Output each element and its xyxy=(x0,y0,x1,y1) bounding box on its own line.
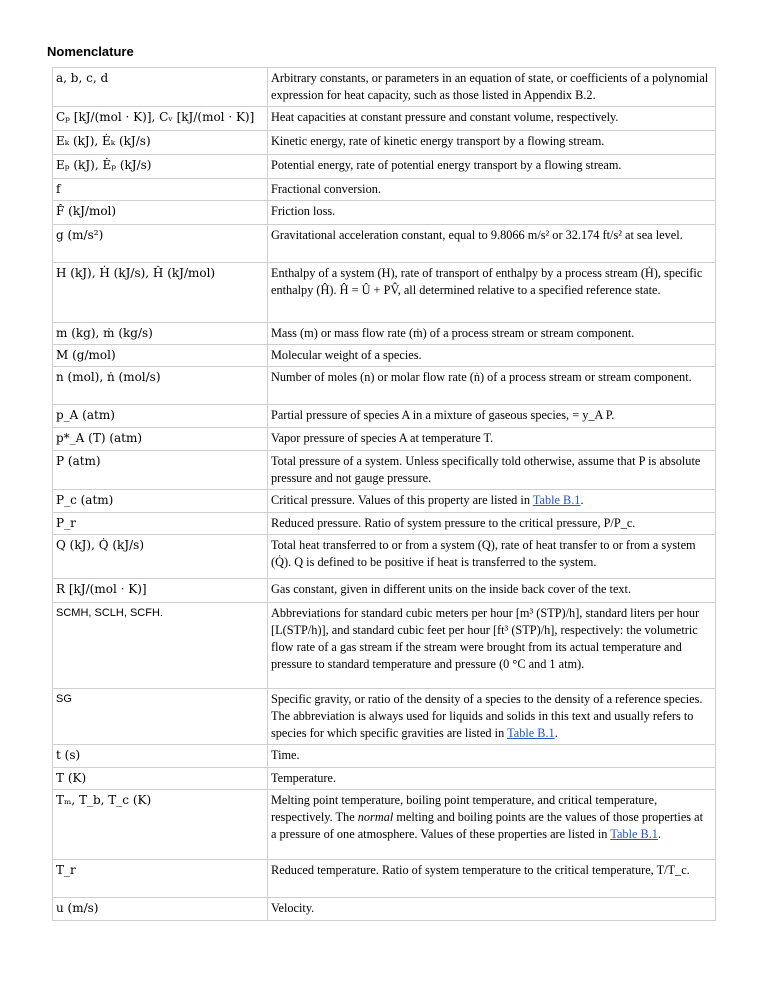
description-text: Enthalpy of a system (H), rate of transport of enthalpy by a process stream (Ḣ), specific enthalpy (Ĥ). Ĥ = Û + PV̂, all determined relative to a specified reference state. xyxy=(271,266,703,297)
description-text: Friction loss. xyxy=(271,204,336,218)
description-text: Reduced pressure. Ratio of system pressure to the critical pressure, P/P_c. xyxy=(271,516,636,530)
description-text: Temperature. xyxy=(271,771,337,785)
symbol-cell: H (kJ), Ḣ (kJ/s), Ĥ (kJ/mol) xyxy=(53,263,268,323)
description-cell xyxy=(268,451,716,490)
table-row xyxy=(53,535,716,579)
description-text: Molecular weight of a species. xyxy=(271,348,422,362)
description-cell xyxy=(268,535,716,579)
description-text: Heat capacities at constant pressure and constant volume, respectively. xyxy=(271,110,619,124)
table-row xyxy=(53,179,716,201)
symbol-cell: P (atm) xyxy=(53,451,268,490)
table-row xyxy=(53,107,716,131)
description-cell xyxy=(268,513,716,535)
symbol-cell: m (kg), ṁ (kg/s) xyxy=(53,323,268,345)
description-cell xyxy=(268,603,716,689)
description-cell xyxy=(268,107,716,131)
table-row xyxy=(53,323,716,345)
table-row xyxy=(53,405,716,428)
table-row xyxy=(53,860,716,898)
symbol-cell: P_r xyxy=(53,513,268,535)
description-cell xyxy=(268,263,716,323)
description-cell xyxy=(268,490,716,513)
description-text: Gravitational acceleration constant, equal to 9.8066 m/s² or 32.174 ft/s² at sea level. xyxy=(271,228,683,242)
table-b1-link[interactable]: Table B.1 xyxy=(507,726,555,740)
description-text: Fractional conversion. xyxy=(271,182,381,196)
table-b1-link[interactable]: Table B.1 xyxy=(610,827,658,841)
symbol-cell: SG xyxy=(53,689,268,745)
table-row xyxy=(53,579,716,603)
symbol-cell: Eₚ (kJ), Ėₚ (kJ/s) xyxy=(53,155,268,179)
description-cell xyxy=(268,790,716,860)
description-cell xyxy=(268,131,716,155)
page-title: Nomenclature xyxy=(47,44,134,59)
table-b1-link[interactable]: Table B.1 xyxy=(532,493,581,507)
table-row xyxy=(53,68,716,107)
table-row xyxy=(53,513,716,535)
symbol-cell: t (s) xyxy=(53,745,268,768)
description-text: Specific gravity, or ratio of the density of a species to the density of a reference species. The abbreviation is always used for liquids and solids in this text and usually refers to species for which specific gravities are listed in xyxy=(271,692,703,740)
symbol-cell: u (m/s) xyxy=(53,898,268,921)
description-cell xyxy=(268,179,716,201)
description-text: Potential energy, rate of potential energy transport by a flowing stream. xyxy=(271,158,622,172)
description-text: Vapor pressure of species A at temperature T. xyxy=(271,431,494,445)
description-text: Partial pressure of species A in a mixture of gaseous species, = y_A P. xyxy=(271,408,615,422)
description-text: . xyxy=(554,726,558,740)
table-row xyxy=(53,367,716,405)
description-text: Time. xyxy=(271,748,300,762)
table-row xyxy=(53,225,716,263)
table-row xyxy=(53,898,716,921)
description-cell xyxy=(268,225,716,263)
symbol-cell: T (K) xyxy=(53,768,268,790)
symbol-cell: p*_A (T) (atm) xyxy=(53,428,268,451)
description-text: Critical pressure. Values of this property are listed in xyxy=(271,493,533,507)
description-cell xyxy=(268,579,716,603)
nomenclature-table xyxy=(52,67,716,921)
description-cell xyxy=(268,860,716,898)
description-text: Melting point temperature, boiling point temperature, and critical temperature, respectively. The xyxy=(271,793,658,824)
table-row xyxy=(53,345,716,367)
description-cell xyxy=(268,898,716,921)
table-row xyxy=(53,201,716,225)
symbol-cell: a, b, c, d xyxy=(53,68,268,107)
symbol-cell: Q (kJ), Q̇ (kJ/s) xyxy=(53,535,268,579)
description-cell xyxy=(268,405,716,428)
description-text: Total heat transferred to or from a system (Q), rate of heat transfer to or from a system (Q̇). Q is defined to be positive if heat is transferred to the system. xyxy=(271,538,696,569)
symbol-cell: T_r xyxy=(53,860,268,898)
description-cell xyxy=(268,323,716,345)
symbol-cell: SCMH, SCLH, SCFH. xyxy=(53,603,268,689)
description-text: Arbitrary constants, or parameters in an equation of state, or coefficients of a polynomial expression for heat capacity, such as those listed in Appendix B.2. xyxy=(271,71,709,102)
description-text: Mass (m) or mass flow rate (ṁ) of a process stream or stream component. xyxy=(271,326,635,340)
description-text: . xyxy=(657,827,662,841)
symbol-cell: F̂ (kJ/mol) xyxy=(53,201,268,225)
description-text: . xyxy=(580,493,584,507)
description-text: Number of moles (n) or molar flow rate (ṅ) of a process stream or stream component. xyxy=(271,370,692,384)
table-row xyxy=(53,603,716,689)
description-cell xyxy=(268,367,716,405)
symbol-cell: Eₖ (kJ), Ėₖ (kJ/s) xyxy=(53,131,268,155)
description-cell xyxy=(268,689,716,745)
symbol-cell: Tₘ, T_b, T_c (K) xyxy=(53,790,268,860)
description-text: Abbreviations for standard cubic meters per hour [m³ (STP)/h], standard liters per hour [L(STP/h)], and standard cubic feet per hour [ft³ (STP)/h], respectively: the volumetric flow rate of a gas stream if the stream were brought from its actual temperature and pressure to standard temperature and pressure (0 °C and 1 atm). xyxy=(271,606,700,671)
description-cell xyxy=(268,428,716,451)
description-cell xyxy=(268,68,716,107)
table-row xyxy=(53,131,716,155)
emphasis-text: normal xyxy=(357,810,394,824)
description-cell xyxy=(268,768,716,790)
description-text: Kinetic energy, rate of kinetic energy transport by a flowing stream. xyxy=(271,134,605,148)
symbol-cell: P_c (atm) xyxy=(53,490,268,513)
description-text: Total pressure of a system. Unless specifically told otherwise, assume that P is absolute pressure and not gauge pressure. xyxy=(271,454,701,485)
description-cell xyxy=(268,201,716,225)
symbol-cell: f xyxy=(53,179,268,201)
table-row xyxy=(53,490,716,513)
symbol-cell: g (m/s²) xyxy=(53,225,268,263)
description-text: Gas constant, given in different units on the inside back cover of the text. xyxy=(271,582,632,596)
description-text: Reduced temperature. Ratio of system temperature to the critical temperature, T/T_c. xyxy=(271,863,690,877)
table-row xyxy=(53,768,716,790)
symbol-cell: M (g/mol) xyxy=(53,345,268,367)
symbol-cell: R [kJ/(mol · K)] xyxy=(53,579,268,603)
table-row xyxy=(53,790,716,860)
symbol-cell: Cₚ [kJ/(mol · K)], Cᵥ [kJ/(mol · K)] xyxy=(53,107,268,131)
symbol-cell: n (mol), ṅ (mol/s) xyxy=(53,367,268,405)
table-row xyxy=(53,263,716,323)
table-row xyxy=(53,745,716,768)
description-cell xyxy=(268,745,716,768)
description-text: melting and boiling points are the values of those properties at a pressure of one atmosphere. Values of these properties are listed in xyxy=(271,810,704,841)
description-cell xyxy=(268,155,716,179)
symbol-cell: p_A (atm) xyxy=(53,405,268,428)
table-row xyxy=(53,428,716,451)
description-cell xyxy=(268,345,716,367)
table-row xyxy=(53,155,716,179)
table-row xyxy=(53,451,716,490)
description-text: Velocity. xyxy=(271,901,315,915)
table-row xyxy=(53,689,716,745)
